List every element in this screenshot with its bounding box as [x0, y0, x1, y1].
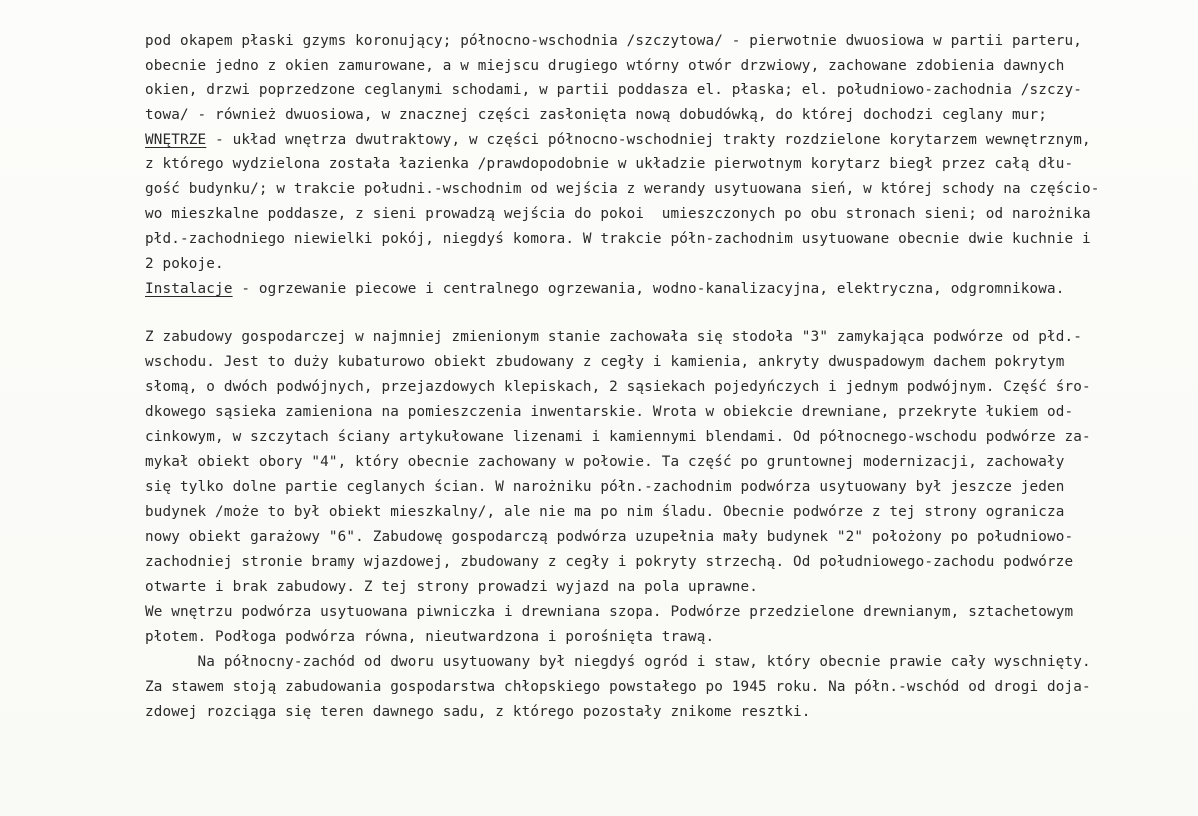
- text-line: okien, drzwi poprzedzone ceglanymi schodami, w partii poddasza el. płaska; el. południowo-zachodnia /szczy-: [145, 82, 1083, 98]
- text-line: cinkowym, w szczytach ściany artykułowane lizenami i kamiennymi blendami. Od północnego-wschodu podwórze za-: [145, 429, 1091, 445]
- text-line: Na północny-zachód od dworu usytuowany był niegdyś ogród i staw, który obecnie prawie cały wyschnięty.: [145, 654, 1091, 670]
- text-line: obecnie jedno z okien zamurowane, a w miejscu drugiego wtórny otwór drzwiowy, zachowane zdobienia dawnych: [145, 58, 1065, 74]
- text-line: Instalacje - ogrzewanie piecowe i centralnego ogrzewania, wodno-kanalizacyjna, elektryczna, odgromnikowa.: [145, 281, 1065, 297]
- text-line: WNĘTRZE - układ wnętrza dwutraktowy, w części północno-wschodniej trakty rozdzielone korytarzem wewnętrznym,: [145, 132, 1091, 148]
- text-line: Za stawem stoją zabudowania gospodarstwa chłopskiego powstałego po 1945 roku. Na półn.-wschód od drogi doja-: [145, 679, 1091, 695]
- section-heading-instalacje: Instalacje: [145, 281, 233, 297]
- text-line: nowy obiekt garażowy "6". Zabudowę gospodarczą podwórza uzupełnia mały budynek "2" położony po południowo-: [145, 529, 1074, 545]
- text-line: 2 pokoje.: [145, 256, 224, 272]
- section-heading-wnetrze: WNĘTRZE: [145, 132, 207, 148]
- text-line: dkowego sąsieka zamieniona na pomieszczenia inwentarskie. Wrota w obiekcie drewniane, przekryte łukiem od-: [145, 404, 1074, 420]
- text-line: zdowej rozciąga się teren dawnego sadu, z którego pozostały znikome resztki.: [145, 704, 811, 720]
- text-line: Z zabudowy gospodarczej w najmniej zmienionym stanie zachowała się stodoła "3" zamykająca podwórze od płd.-: [145, 329, 1083, 345]
- text-line: otwarte i brak zabudowy. Z tej strony prowadzi wyjazd na pola uprawne.: [145, 579, 759, 595]
- text-line: słomą, o dwóch podwójnych, przejazdowych klepiskach, 2 sąsiekach pojedyńczych i jednym podwójnym. Część śro-: [145, 379, 1091, 395]
- text-line: wschodu. Jest to duży kubaturowo obiekt zbudowany z cegły i kamienia, ankryty dwuspadowym dachem pokrytym: [145, 354, 1065, 370]
- text-line: płd.-zachodniego niewielki pokój, niegdyś komora. W trakcie półn-zachodnim usytuowane obecnie dwie kuchnie i: [145, 231, 1091, 247]
- text-line: wo mieszkalne poddasze, z sieni prowadzą wejścia do pokoi umieszczonych po obu stronach sieni; od narożnika: [145, 206, 1091, 222]
- text-line: zachodniej stronie bramy wjazdowej, zbudowany z cegły i pokryty strzechą. Od południowego-zachodu podwórze: [145, 554, 1074, 570]
- text-line: płotem. Podłoga podwórza równa, nieutwardzona i porośnięta trawą.: [145, 629, 715, 645]
- text-line: się tylko dolne partie ceglanych ścian. W narożniku półn.-zachodnim podwórza usytuowany był jeszcze jeden: [145, 479, 1065, 495]
- text-line: We wnętrzu podwórza usytuowana piwniczka i drewniana szopa. Podwórze przedzielone drewnianym, sztachetowym: [145, 604, 1074, 620]
- text-line: pod okapem płaski gzyms koronujący; północno-wschodnia /szczytowa/ - pierwotnie dwuosiowa w partii parteru,: [145, 33, 1083, 49]
- text-line: gość budynku/; w trakcie południ.-wschodnim od wejścia z werandy usytuowana sień, w której schody na częścio-: [145, 181, 1100, 197]
- text-line: mykał obiekt obory "4", który obecnie zachowany w połowie. Ta część po gruntownej modernizacji, zachowały: [145, 454, 1065, 470]
- text-line: z którego wydzielona została łazienka /prawdopodobnie w układzie pierwotnym korytarz biegł przez całą dłu-: [145, 156, 1074, 172]
- text-line: towa/ - również dwuosiowa, w znacznej części zasłonięta nową dobudówką, do której dochodzi ceglany mur;: [145, 107, 1048, 123]
- text-line: budynek /może to był obiekt mieszkalny/, ale nie ma po nim śladu. Obecnie podwórze z tej strony ogranicza: [145, 504, 1065, 520]
